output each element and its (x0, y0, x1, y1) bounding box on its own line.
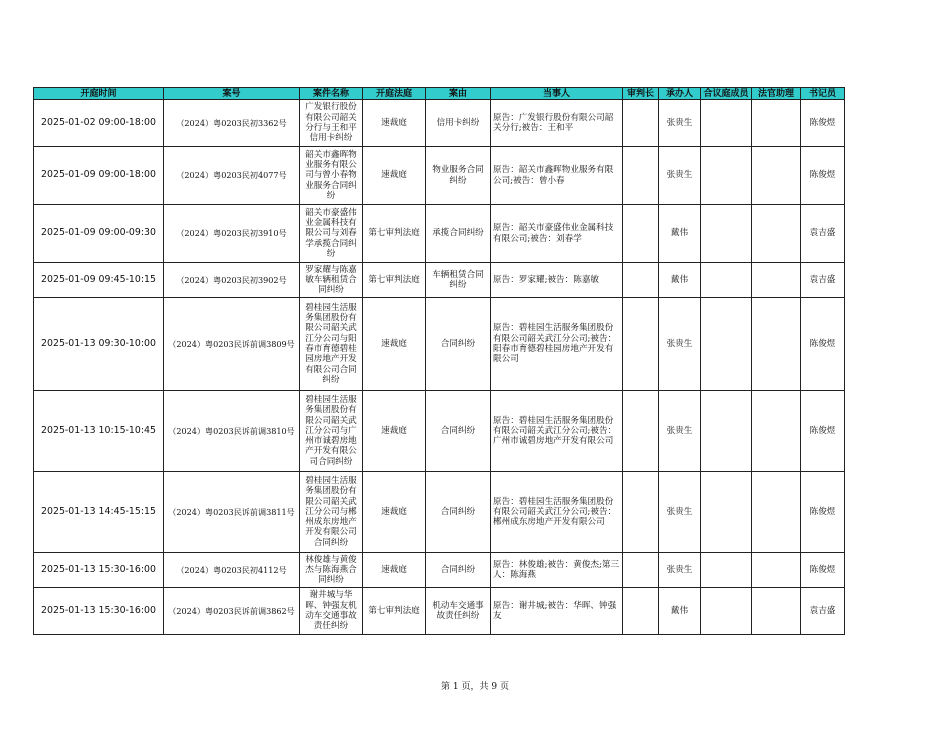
page-number-footer: 第 1 页，共 9 页 (441, 682, 509, 692)
case-name-cell: 广发银行股份有限公司韶关分行与王和平信用卡纠纷 (300, 100, 363, 147)
case-cause-cell: 合同纠纷 (426, 391, 491, 472)
court-room-cell: 速裁庭 (363, 472, 426, 553)
case-number-cell: （2024）粤0203民初4112号 (164, 553, 300, 588)
handler-cell: 张贵生 (659, 391, 701, 472)
hearing-time-cell: 2025-01-09 09:00-18:00 (34, 147, 164, 205)
col-header-handler: 承办人 (659, 88, 701, 100)
hearing-schedule-table (33, 87, 845, 635)
chief-judge-cell (623, 298, 659, 391)
case-cause-cell: 合同纠纷 (426, 298, 491, 391)
case-name-cell: 碧桂园生活服务集团股份有限公司韶关武江分公司与郴州成东房地产开发有限公司合同纠纷 (300, 472, 363, 553)
chief-judge-cell (623, 391, 659, 472)
parties-cell: 原告：碧桂园生活服务集团股份有限公司韶关武江分公司;被告：阳春市育德碧桂园房地产开发有限公司 (491, 298, 623, 391)
chief-judge-cell (623, 100, 659, 147)
parties-cell: 原告：谢井城;被告：华晖、钟强友 (491, 588, 623, 635)
col-header-parties: 当事人 (491, 88, 623, 100)
col-header-assistant: 法官助理 (752, 88, 801, 100)
panel-members-cell (701, 588, 752, 635)
court-room-cell: 速裁庭 (363, 147, 426, 205)
table-row (34, 147, 845, 205)
case-name-cell: 谢井城与华晖、钟强友机动车交通事故责任纠纷 (300, 588, 363, 635)
handler-cell: 戴伟 (659, 205, 701, 263)
panel-members-cell (701, 472, 752, 553)
case-number-cell: （2024）粤0203民初3362号 (164, 100, 300, 147)
case-cause-cell: 车辆租赁合同纠纷 (426, 263, 491, 298)
parties-cell: 原告：林俊雄;被告：黄俊杰;第三人：陈海燕 (491, 553, 623, 588)
case-cause-cell: 物业服务合同纠纷 (426, 147, 491, 205)
hearing-time-cell: 2025-01-09 09:45-10:15 (34, 263, 164, 298)
col-header-chief-judge: 审判长 (623, 88, 659, 100)
hearing-time-cell: 2025-01-13 09:30-10:00 (34, 298, 164, 391)
parties-cell: 原告：广发银行股份有限公司韶关分行;被告：王和平 (491, 100, 623, 147)
handler-cell: 张贵生 (659, 298, 701, 391)
judge-assistant-cell (752, 298, 801, 391)
hearing-time-cell: 2025-01-09 09:00-09:30 (34, 205, 164, 263)
table-row (34, 263, 845, 298)
case-number-cell: （2024）粤0203民诉前调3811号 (164, 472, 300, 553)
parties-cell: 原告：碧桂园生活服务集团股份有限公司韶关武江分公司;被告：广州市诚碧房地产开发有限公司 (491, 391, 623, 472)
col-header-case-name: 案件名称 (300, 88, 363, 100)
judge-assistant-cell (752, 147, 801, 205)
court-room-cell: 速裁庭 (363, 553, 426, 588)
table-row (34, 205, 845, 263)
handler-cell: 张贵生 (659, 553, 701, 588)
clerk-cell: 陈俊煜 (801, 100, 845, 147)
table-row (34, 298, 845, 391)
chief-judge-cell (623, 588, 659, 635)
col-header-cause: 案由 (426, 88, 491, 100)
panel-members-cell (701, 263, 752, 298)
court-room-cell: 速裁庭 (363, 298, 426, 391)
chief-judge-cell (623, 263, 659, 298)
hearing-time-cell: 2025-01-02 09:00-18:00 (34, 100, 164, 147)
hearing-schedule-sheet (33, 87, 845, 635)
court-room-cell: 第七审判法庭 (363, 205, 426, 263)
court-room-cell: 第七审判法庭 (363, 588, 426, 635)
case-number-cell: （2024）粤0203民初3910号 (164, 205, 300, 263)
clerk-cell: 陈俊煜 (801, 298, 845, 391)
case-number-cell: （2024）粤0203民诉前调3809号 (164, 298, 300, 391)
table-row (34, 588, 845, 635)
judge-assistant-cell (752, 391, 801, 472)
clerk-cell: 陈俊煜 (801, 553, 845, 588)
table-row (34, 472, 845, 553)
parties-cell: 原告：韶关市豪盛伟业金属科技有限公司;被告：刘春学 (491, 205, 623, 263)
handler-cell: 张贵生 (659, 147, 701, 205)
handler-cell: 戴伟 (659, 263, 701, 298)
chief-judge-cell (623, 472, 659, 553)
handler-cell: 戴伟 (659, 588, 701, 635)
panel-members-cell (701, 298, 752, 391)
clerk-cell: 陈俊煜 (801, 391, 845, 472)
col-header-court: 开庭法庭 (363, 88, 426, 100)
case-number-cell: （2024）粤0203民初3902号 (164, 263, 300, 298)
handler-cell: 张贵生 (659, 472, 701, 553)
case-name-cell: 罗家耀与陈嘉敏车辆租赁合同纠纷 (300, 263, 363, 298)
chief-judge-cell (623, 553, 659, 588)
case-number-cell: （2024）粤0203民初4077号 (164, 147, 300, 205)
panel-members-cell (701, 100, 752, 147)
case-cause-cell: 合同纠纷 (426, 553, 491, 588)
judge-assistant-cell (752, 472, 801, 553)
court-room-cell: 速裁庭 (363, 391, 426, 472)
panel-members-cell (701, 553, 752, 588)
judge-assistant-cell (752, 553, 801, 588)
judge-assistant-cell (752, 100, 801, 147)
table-row (34, 391, 845, 472)
hearing-time-cell: 2025-01-13 10:15-10:45 (34, 391, 164, 472)
parties-cell: 原告：韶关市鑫晖物业服务有限公司;被告：曾小春 (491, 147, 623, 205)
clerk-cell: 袁吉盛 (801, 205, 845, 263)
parties-cell: 原告：罗家耀;被告：陈嘉敏 (491, 263, 623, 298)
col-header-time: 开庭时间 (34, 88, 164, 100)
case-name-cell: 碧桂园生活服务集团股份有限公司韶关武江分公司与阳春市育德碧桂园房地产开发有限公司合同纠纷 (300, 298, 363, 391)
panel-members-cell (701, 205, 752, 263)
court-room-cell: 速裁庭 (363, 100, 426, 147)
hearing-time-cell: 2025-01-13 15:30-16:00 (34, 553, 164, 588)
col-header-panel: 合议庭成员 (701, 88, 752, 100)
judge-assistant-cell (752, 588, 801, 635)
case-cause-cell: 信用卡纠纷 (426, 100, 491, 147)
col-header-clerk: 书记员 (801, 88, 845, 100)
chief-judge-cell (623, 147, 659, 205)
panel-members-cell (701, 147, 752, 205)
clerk-cell: 袁吉盛 (801, 263, 845, 298)
col-header-case-no: 案号 (164, 88, 300, 100)
case-cause-cell: 承揽合同纠纷 (426, 205, 491, 263)
panel-members-cell (701, 391, 752, 472)
clerk-cell: 袁吉盛 (801, 588, 845, 635)
case-name-cell: 韶关市豪盛伟业金属科技有限公司与刘春学承揽合同纠纷 (300, 205, 363, 263)
table-header-row (34, 88, 845, 100)
table-row (34, 100, 845, 147)
hearing-time-cell: 2025-01-13 14:45-15:15 (34, 472, 164, 553)
case-cause-cell: 合同纠纷 (426, 472, 491, 553)
parties-cell: 原告：碧桂园生活服务集团股份有限公司韶关武江分公司;被告：郴州成东房地产开发有限公司 (491, 472, 623, 553)
case-number-cell: （2024）粤0203民诉前调3862号 (164, 588, 300, 635)
clerk-cell: 陈俊煜 (801, 147, 845, 205)
table-row (34, 553, 845, 588)
case-cause-cell: 机动车交通事故责任纠纷 (426, 588, 491, 635)
case-name-cell: 韶关市鑫晖物业服务有限公司与曾小春物业服务合同纠纷 (300, 147, 363, 205)
case-name-cell: 碧桂园生活服务集团股份有限公司韶关武江分公司与广州市诚碧房地产开发有限公司合同纠纷 (300, 391, 363, 472)
case-number-cell: （2024）粤0203民诉前调3810号 (164, 391, 300, 472)
clerk-cell: 陈俊煜 (801, 472, 845, 553)
court-room-cell: 第七审判法庭 (363, 263, 426, 298)
judge-assistant-cell (752, 205, 801, 263)
chief-judge-cell (623, 205, 659, 263)
judge-assistant-cell (752, 263, 801, 298)
hearing-time-cell: 2025-01-13 15:30-16:00 (34, 588, 164, 635)
handler-cell: 张贵生 (659, 100, 701, 147)
case-name-cell: 林俊雄与黄俊杰与陈海燕合同纠纷 (300, 553, 363, 588)
